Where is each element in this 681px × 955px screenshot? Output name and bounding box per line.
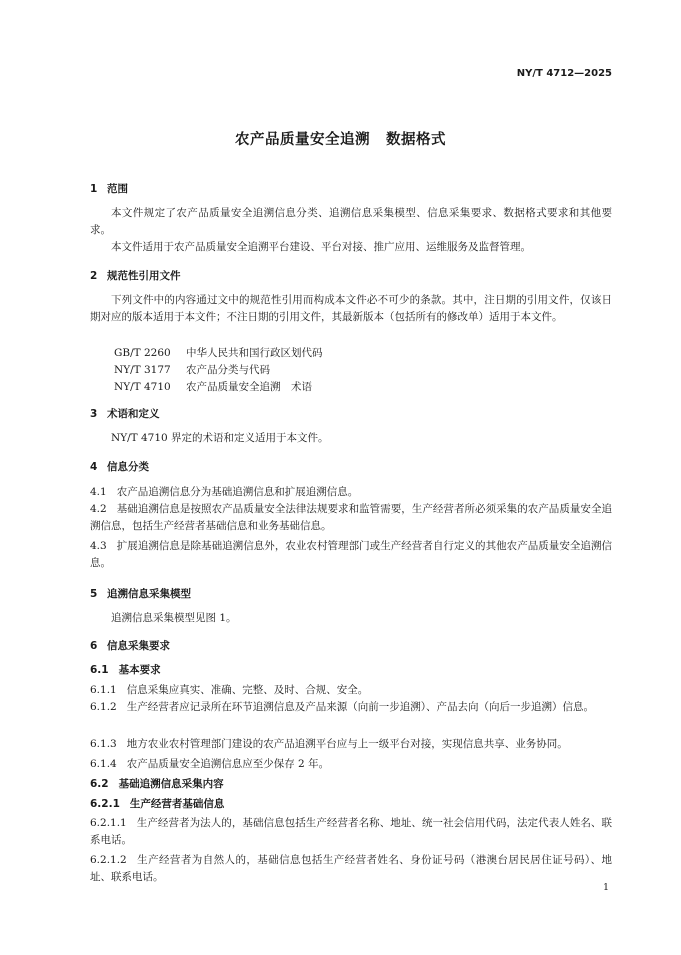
section-heading-6: [90, 638, 170, 653]
clause-number: 6.1.2: [90, 701, 117, 713]
subsection-heading-6-1: [90, 662, 161, 677]
clause-6-1-3: [90, 736, 612, 753]
subsection-title: 基础追溯信息采集内容: [118, 778, 224, 790]
reference-name: 中华人民共和国行政区划代码: [186, 347, 323, 359]
subsection-number: 6.2.1: [90, 798, 120, 810]
paragraph: 下列文件中的内容通过文中的规范性引用而构成本文件必不可少的条款。其中，注日期的引用文件，仅该日期对应的版本适用于本文件；不注日期的引用文件，其最新版本（包括所有的修改单）适用于本文件。: [90, 294, 612, 323]
clause-text: 生产经营者应记录所在环节追溯信息及产品来源（向前一步追溯）、产品去向（向后一步追溯）信息。: [126, 701, 594, 713]
section-number: 1: [90, 183, 98, 195]
reference-name: 农产品分类与代码: [186, 364, 270, 376]
clause-4-1: [90, 484, 612, 501]
paragraph: 本文件适用于农产品质量安全追溯平台建设、平台对接、推广应用、运维服务及监督管理。: [111, 241, 531, 253]
standard-number: NY/T 4712—2025: [516, 68, 612, 79]
subsection-number: 6.1: [90, 664, 109, 676]
section-title: 追溯信息采集模型: [107, 588, 191, 600]
section-title: 术语和定义: [107, 408, 160, 420]
section-title: 信息采集要求: [107, 640, 170, 652]
section-heading-3: [90, 406, 160, 421]
normative-reference: [114, 379, 312, 394]
clause-text: 农产品质量安全追溯信息应至少保存 2 年。: [126, 758, 330, 770]
clause-6-1-2: [90, 699, 612, 716]
section-title: 信息分类: [107, 461, 149, 473]
clause-number: 6.1.1: [90, 684, 117, 696]
section-number: 6: [90, 640, 98, 652]
clause-4-2: [90, 501, 612, 535]
clause-text: 农产品追溯信息分为基础追溯信息和扩展追溯信息。: [116, 486, 359, 498]
title-sub: 数据格式: [386, 132, 446, 148]
subsection-number: 6.2: [90, 778, 109, 790]
section-heading-1: [90, 181, 128, 196]
clause-6-2-1-2: [90, 852, 612, 886]
section-number: 2: [90, 270, 98, 282]
section-number: 3: [90, 408, 98, 420]
clause-4-3: [90, 538, 612, 572]
clause-number: 6.2.1.1: [90, 817, 127, 829]
subsection-heading-6-2: [90, 776, 224, 791]
section-title: 范围: [107, 183, 128, 195]
clause-text: 地方农业农村管理部门建设的农产品追溯平台应与上一级平台对接，实现信息共享、业务协同。: [126, 738, 568, 750]
clause-6-1-4: [90, 756, 612, 773]
subsection-title: 生产经营者基础信息: [129, 798, 225, 810]
clause-number: 6.2.1.2: [90, 854, 127, 866]
reference-code: NY/T 4710: [114, 381, 171, 393]
clause-text: 信息采集应真实、准确、完整、及时、合规、安全。: [126, 684, 369, 696]
clause-6-2-1-1: [90, 815, 612, 849]
page-title: [0, 128, 681, 149]
section-heading-2: [90, 268, 181, 283]
reference-name: 农产品质量安全追溯 术语: [186, 381, 312, 393]
subsection-heading-6-2-1: [90, 796, 224, 811]
subsection-title: 基本要求: [118, 664, 161, 676]
reference-code: GB/T 2260: [114, 347, 171, 359]
reference-code: NY/T 3177: [114, 364, 171, 376]
title-main: 农产品质量安全追溯: [235, 132, 370, 148]
clause-number: 4.3: [90, 540, 107, 552]
clause-text: 生产经营者为自然人的，基础信息包括生产经营者姓名、身份证号码（港澳台居民居住证号码）、地址、联系电话。: [90, 854, 612, 883]
section-number: 5: [90, 588, 98, 600]
clause-text: 生产经营者为法人的，基础信息包括生产经营者名称、地址、统一社会信用代码，法定代表人姓名、联系电话。: [90, 817, 612, 846]
paragraph: NY/T 4710 界定的术语和定义适用于本文件。: [111, 432, 329, 444]
clause-number: 6.1.4: [90, 758, 117, 770]
clause-text: 基础追溯信息是按照农产品质量安全法律法规要求和监管需要，生产经营者所必须采集的农产品质量安全追溯信息，包括生产经营者基础信息和业务基础信息。: [90, 503, 612, 532]
clause-number: 4.2: [90, 503, 107, 515]
paragraph: 本文件规定了农产品质量安全追溯信息分类、追溯信息采集模型、信息采集要求、数据格式要求和其他要求。: [90, 207, 612, 236]
normative-reference: [114, 362, 270, 377]
section-number: 4: [90, 461, 98, 473]
section-title: 规范性引用文件: [107, 270, 181, 282]
section-heading-4: [90, 459, 149, 474]
paragraph: 追溯信息采集模型见图 1。: [111, 612, 237, 624]
clause-text: 扩展追溯信息是除基础追溯信息外，农业农村管理部门或生产经营者自行定义的其他农产品质量安全追溯信息。: [90, 540, 612, 569]
normative-reference: [114, 345, 323, 360]
clause-6-1-1: [90, 682, 612, 699]
section-heading-5: [90, 586, 191, 601]
clause-number: 6.1.3: [90, 738, 117, 750]
page-number: 1: [602, 882, 609, 893]
clause-number: 4.1: [90, 486, 107, 498]
